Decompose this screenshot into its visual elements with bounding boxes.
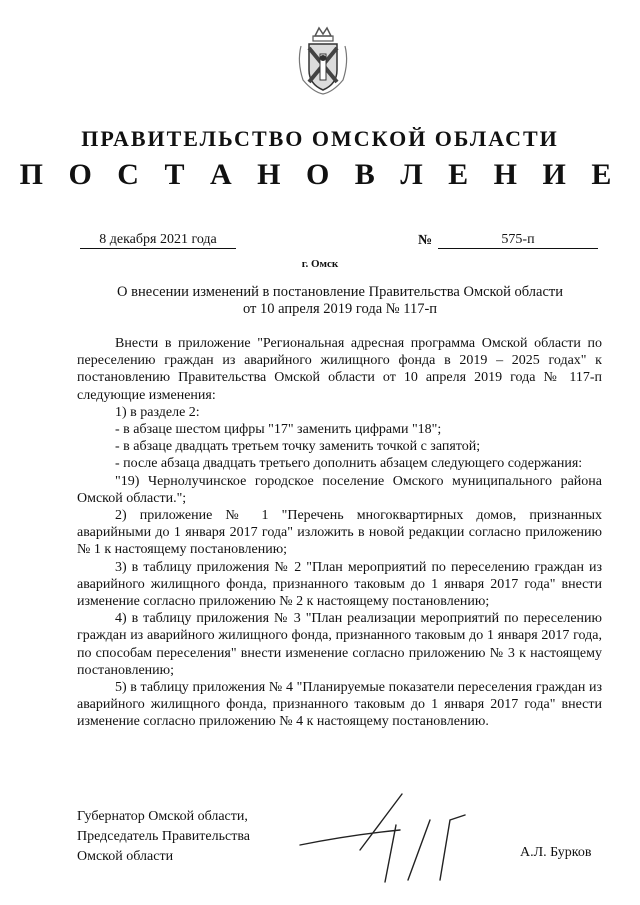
body-paragraph: 4) в таблицу приложения № 3 "План реализации мероприятий по переселению граждан из аварийного жилищного фонда, признанного таковым до 1 января 2017 года, по способам переселения" внести изменение согласно приложению № 3 к настоящему постановлению; <box>77 611 602 678</box>
document-subject <box>60 284 620 318</box>
signatory-title-line: Губернатор Омской области, <box>77 809 248 824</box>
signatory-title-line: Омской области <box>77 849 174 864</box>
signatory-title <box>77 807 250 867</box>
signatory-title-line: Председатель Правительства <box>77 829 250 844</box>
body-paragraph: 5) в таблицу приложения № 4 "Планируемые показатели переселения граждан из аварийного жилищного фонда, признанного таковым до 1 января 2017 года" внести изменение согласно приложению № 4 к настоящему постановлению. <box>77 680 602 730</box>
signatory-name: А.Л. Бурков <box>520 845 592 860</box>
body-paragraph: - в абзаце шестом цифры "17" заменить цифрами "18"; <box>115 422 442 438</box>
subject-line-1: О внесении изменений в постановление Правительства Омской области <box>117 284 563 300</box>
body-paragraph: 3) в таблицу приложения № 2 "План мероприятий по переселению граждан из аварийного жилищного фонда, признанного таковым до 1 января 2017 года" внести изменение согласно приложению № 2 к настоящему постановлению; <box>77 559 602 610</box>
body-paragraph: Внести в приложение "Региональная адресная программа Омской области по переселению граждан из аварийного жилищного фонда в 2019 – 2025 годах" к постановлению Правительства Омской области от 10 апреля 2019 года № 117-п следующие изменения: <box>77 336 602 403</box>
document-type-title: П О С Т А Н О В Л Е Н И Е <box>19 158 621 191</box>
body-paragraph: 1) в разделе 2: <box>115 404 200 420</box>
document-date: 8 декабря 2021 года <box>80 231 236 249</box>
body-paragraph: 2) приложение № 1 "Перечень многоквартирных домов, признанных аварийными до 1 января 2017 года" изложить в новой редакции согласно приложению № 1 к настоящему постановлению; <box>77 508 602 558</box>
document-number: 575-п <box>438 231 598 249</box>
omsk-coat-of-arms-icon <box>293 22 353 98</box>
city-label: г. Омск <box>301 258 339 270</box>
body-paragraph: - в абзаце двадцать третьем точку заменить точкой с запятой; <box>115 439 481 455</box>
subject-line-2: от 10 апреля 2019 года № 117-п <box>242 301 438 317</box>
body-paragraph: "19) Чернолучинское городское поселение Омского муниципального района Омской области."; <box>77 473 602 506</box>
handwritten-signature <box>290 790 480 885</box>
government-title: ПРАВИТЕЛЬСТВО ОМСКОЙ ОБЛАСТИ <box>81 126 559 151</box>
document-body <box>77 335 602 731</box>
number-sign: № <box>418 233 433 248</box>
body-paragraph: - после абзаца двадцать третьего дополнить абзацем следующего содержания: <box>115 456 583 472</box>
